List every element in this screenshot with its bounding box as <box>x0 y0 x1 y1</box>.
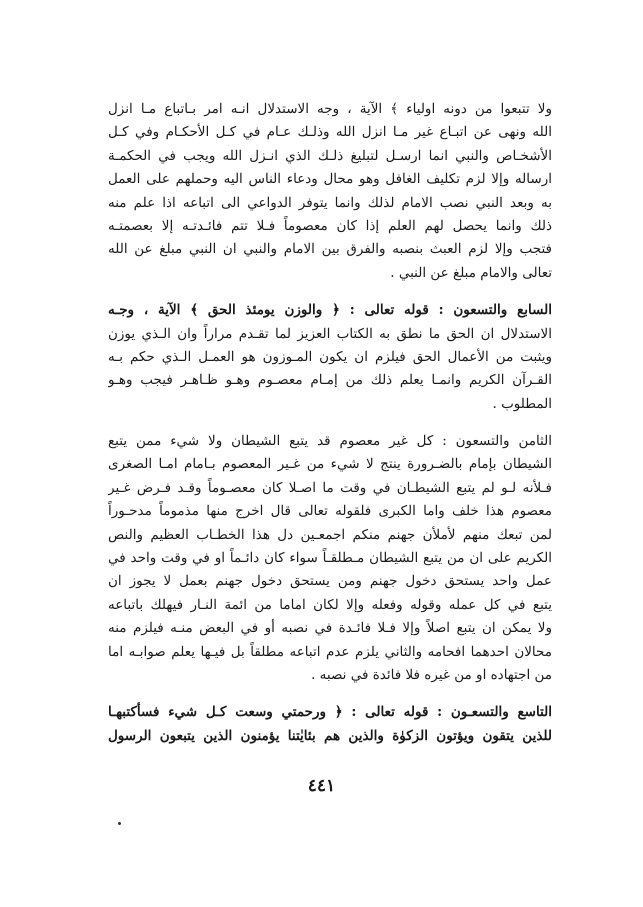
text-line: المطلوب . <box>492 395 552 412</box>
page-number: ٤٤١ <box>307 776 336 796</box>
paragraph-99 <box>108 701 552 748</box>
text-line: ولا تتبعوا من دونه اولياء ﴾ الآية ، وجه الاستدلال انـه امر بـاتباع مـا انزل <box>108 101 552 117</box>
speck-mark <box>118 822 121 825</box>
text-line: فتجب وإلا لزم العبث بنصبه والفرق بين الامام والنبي ان النبي مبلغ عن الله <box>108 241 552 258</box>
text-line: به وبعد النبي نصب الامام لذلك وانما يتوفر الدواعي الى اتباعه اذا علم منه <box>108 194 552 211</box>
text-line: معصوم هذا خلف واما الكبرى فلقوله تعالى قال اخرج منها مذموماً مدحـوراً <box>108 503 552 520</box>
text-line: ولا يمكن ان يتبع اصلاً وإلا فـلا فائـدة في نصبه أو في البعض منـه فيلزم منه <box>108 620 552 637</box>
paragraph-98 <box>108 430 552 687</box>
section-heading-line: الثامن والتسعون : كل غير معصوم قد يتبع الشيطان ولا شيء ممن يتبع <box>108 433 552 450</box>
text-line: الله ونهى عن اتبـاع غير مـا انزل الله وذلـك عـام في كـل الأحكـام وفي كـل <box>108 124 552 141</box>
text-line: فـلأنه لـو لم يتبع الشيطـان في وقت ما اصـلا كان معصـوماً وقـد فـرض غـير <box>108 479 552 496</box>
section-heading-line: السابع والتسعون : قوله تعالى : ﴿ والوزن يومئذ الحق ﴾ الآية ، وجـه <box>108 302 552 319</box>
text-line: ذلك وانما يحصل لهم العلم إذا كان معصوماً فـلا تتم فائـدتـه إلا بعصمتـه <box>108 217 552 234</box>
text-line: الأشخـاص والنبي انما ارسـل لتبليغ ذلـك الذي انـزل الله ويجب في الحكمـة <box>108 147 552 164</box>
text-line: ويثبت من الأعمال الحق فيلزم ان يكون المـوزون هو العمـل الـذي حكم بـه <box>108 348 552 365</box>
text-line: من اجتهاده او من غيره فلا فائدة في نصبه . <box>311 666 552 683</box>
text-line: محالان احدهما افحامه والثاني يلزم عدم اتباعه مطلقاً بل فيـها يعلم صوابـه اما <box>108 643 552 660</box>
text-line: الكريم على ان من يتبع الشيطان مـطلقـاً سواء كان دائـماً او في وقت واحد في <box>108 550 552 567</box>
text-line: تعالى والامام مبلغ عن النبي . <box>390 264 552 281</box>
page-body <box>108 98 552 748</box>
text-line: يتبع في كل عمله وقوله وفعله وإلا لكان اماما من ائمة النـار فيهلك باتباعه <box>108 596 552 613</box>
section-heading-line: التاسع والتسعـون : قوله تعالى : ﴿ ورحمتي وسعت كـل شيء فسأكتبهـا <box>108 704 552 721</box>
paragraph-97 <box>108 299 552 416</box>
text-line: الشيطان بإمام بالضـرورة ينتج لا شيء من غـير المعصوم بـامام امـا الصغرى <box>108 456 552 473</box>
text-line: لمن تبعك منهم لأملأن جهنم منكم اجمعـين دل هذا الخطـاب العظيم والنص <box>108 526 552 543</box>
text-line: القـرآن الكريم وانمـا يعلم ذلك من إمـام معصـوم وهـو ظـاهـر فيجب وهـو <box>108 372 552 389</box>
text-line: للذين يتقون ويؤتون الزكوٰة والذين هم بئايٰتنا يؤمنون الذين يتبعون الرسول <box>108 727 552 744</box>
text-line: الاستدلال ان الحق ما نطق به الكتاب العزيز لما تقـدم مراراً وان الـذي يوزن <box>108 325 552 342</box>
paragraph-intro <box>108 98 552 285</box>
text-line: ارساله وإلا لزم تكليف الغافل وهو محال ودعاء الناس اليه وحملهم على العمل <box>108 171 552 188</box>
text-line: عمل واحد يستحق دخول جهنم ومن يستحق دخول جهنم بعمل لا يجوز ان <box>108 573 552 590</box>
